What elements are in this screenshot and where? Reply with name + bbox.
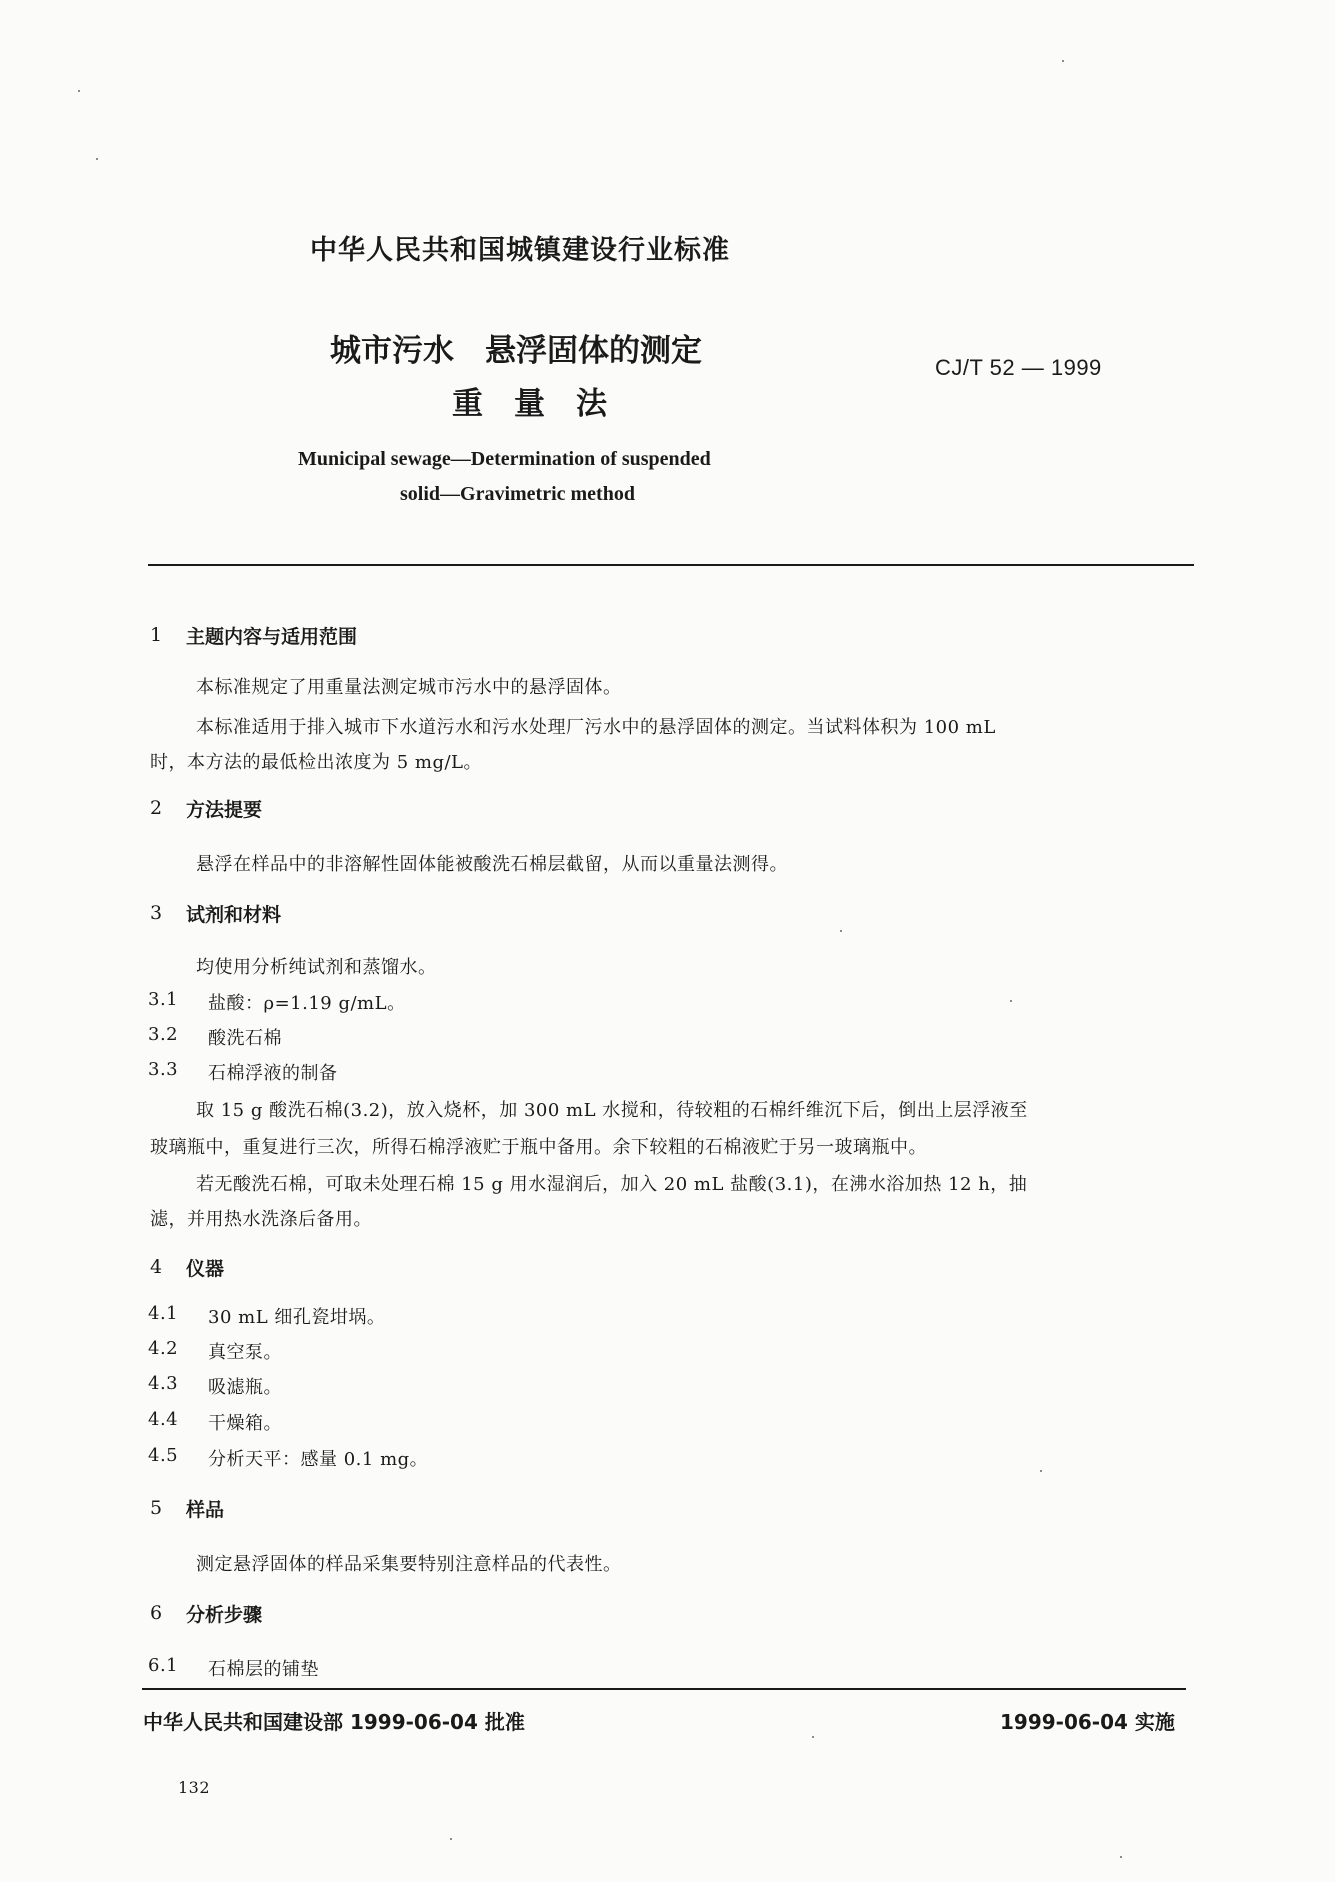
item-3-2-number: 3.2: [148, 1024, 179, 1045]
item-4-4-text: 干燥箱。: [208, 1413, 282, 1434]
section-2-number: 2: [150, 797, 163, 819]
item-3-1-text: 盐酸：ρ=1.19 g/mL。: [208, 993, 406, 1014]
section-5-paragraph-1: 测定悬浮固体的样品采集要特别注意样品的代表性。: [196, 1554, 622, 1575]
section-4-number: 4: [150, 1256, 163, 1278]
header-rule: [148, 564, 1194, 566]
section-5-title: 样品: [186, 1499, 225, 1521]
scan-speck: [1120, 1856, 1122, 1858]
section-3-paragraph-2b: 玻璃瓶中，重复进行三次，所得石棉浮液贮于瓶中备用。余下较粗的石棉液贮于另一玻璃瓶中。: [150, 1137, 927, 1158]
approval-statement: 中华人民共和国建设部 1999-06-04 批准: [143, 1710, 525, 1734]
section-3-paragraph-3a: 若无酸洗石棉，可取未处理石棉 15 g 用水湿润后，加入 20 mL 盐酸(3.1)，在沸水浴加热 12 h，抽: [196, 1174, 1028, 1195]
section-5-number: 5: [150, 1497, 163, 1519]
section-3-paragraph-3b: 滤，并用热水洗涤后备用。: [150, 1209, 372, 1230]
item-4-3-number: 4.3: [148, 1373, 179, 1394]
scan-speck: [450, 1838, 452, 1840]
effective-date: 1999-06-04 实施: [1000, 1710, 1175, 1734]
item-4-1-number: 4.1: [148, 1303, 179, 1324]
item-4-2-text: 真空泵。: [208, 1342, 282, 1363]
section-1-title: 主题内容与适用范围: [186, 626, 358, 648]
item-6-1-text: 石棉层的铺垫: [208, 1659, 319, 1680]
english-title-line2: solid—Gravimetric method: [400, 483, 635, 505]
item-4-5-number: 4.5: [148, 1445, 179, 1466]
standard-code: CJ/T 52 — 1999: [935, 355, 1102, 380]
item-3-3-number: 3.3: [148, 1059, 179, 1080]
footer-rule: [142, 1688, 1186, 1690]
section-4-title: 仪器: [186, 1258, 225, 1280]
section-1-paragraph-1: 本标准规定了用重量法测定城市污水中的悬浮固体。: [196, 677, 622, 698]
section-3-paragraph-2a: 取 15 g 酸洗石棉(3.2)，放入烧杯，加 300 mL 水搅和，待较粗的石棉纤维沉下后，倒出上层浮液至: [196, 1100, 1028, 1121]
section-1-number: 1: [150, 624, 163, 646]
item-4-5-text: 分析天平：感量 0.1 mg。: [208, 1449, 429, 1470]
section-1-paragraph-2b: 时，本方法的最低检出浓度为 5 mg/L。: [150, 752, 483, 773]
section-2-title: 方法提要: [186, 799, 263, 821]
section-3-number: 3: [150, 902, 163, 924]
page-number: 132: [178, 1778, 211, 1797]
scan-speck: [1010, 1000, 1012, 1002]
item-4-2-number: 4.2: [148, 1338, 179, 1359]
section-3-paragraph-1: 均使用分析纯试剂和蒸馏水。: [196, 957, 437, 978]
section-6-title: 分析步骤: [186, 1604, 263, 1626]
scan-speck: [1062, 60, 1064, 62]
item-3-1-number: 3.1: [148, 989, 179, 1010]
standard-org-heading: 中华人民共和国城镇建设行业标准: [310, 235, 730, 266]
section-3-title: 试剂和材料: [186, 904, 282, 926]
item-3-2-text: 酸洗石棉: [208, 1028, 282, 1049]
scan-speck: [840, 930, 842, 932]
section-6-number: 6: [150, 1602, 163, 1624]
scan-speck: [96, 158, 98, 160]
item-4-4-number: 4.4: [148, 1409, 179, 1430]
section-1-paragraph-2a: 本标准适用于排入城市下水道污水和污水处理厂污水中的悬浮固体的测定。当试料体积为 100 mL: [196, 717, 996, 738]
scan-speck: [812, 1736, 814, 1738]
english-title-line1: Municipal sewage—Determination of suspended: [298, 448, 711, 470]
section-2-paragraph-1: 悬浮在样品中的非溶解性固体能被酸洗石棉层截留，从而以重量法测得。: [196, 854, 788, 875]
item-4-1-text: 30 mL 细孔瓷坩埚。: [208, 1307, 386, 1328]
scan-speck: [1040, 1470, 1042, 1472]
document-title: 城市污水 悬浮固体的测定: [330, 333, 702, 369]
scan-speck: [78, 90, 80, 92]
item-3-3-text: 石棉浮液的制备: [208, 1063, 338, 1084]
item-6-1-number: 6.1: [148, 1655, 179, 1676]
item-4-3-text: 吸滤瓶。: [208, 1377, 282, 1398]
document-subtitle: 重 量 法: [452, 386, 607, 422]
